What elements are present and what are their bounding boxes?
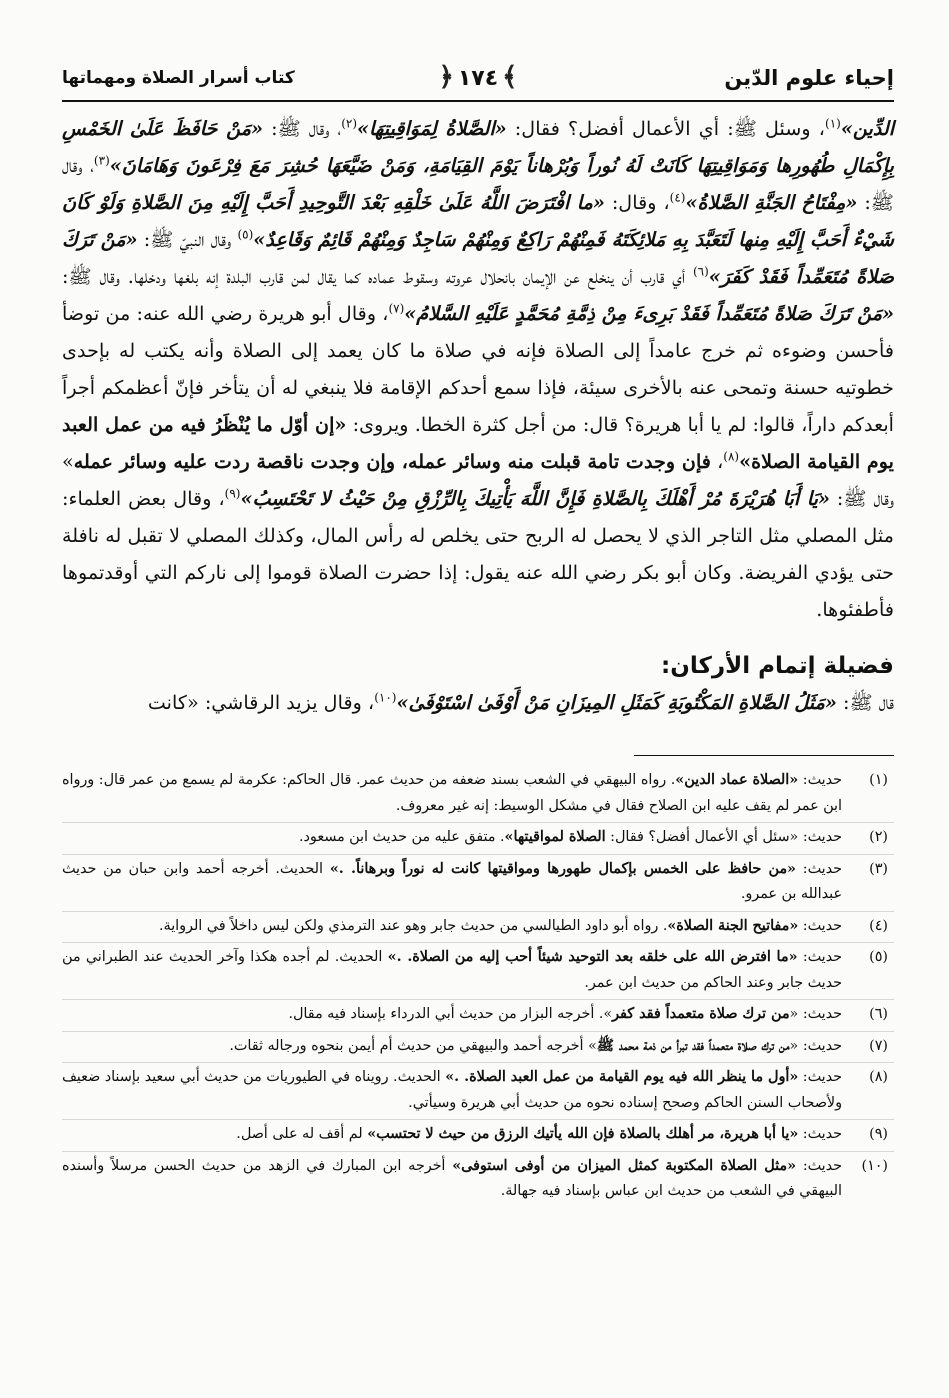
hadith-quote: «الصَّلاةُ لِمَوَاقِيتِهَا»: [357, 117, 507, 140]
paragraph-2: [62, 684, 894, 721]
text-span: » وقال ﷺ:: [61, 450, 895, 510]
text-span: الحديث. لم أجده هكذا وآخر الحديث عند الطبراني من حديث جابر وعند الحاكم من حديث ابن عمر.: [62, 949, 842, 991]
footnote-text: [62, 1065, 842, 1116]
footnote: [62, 823, 894, 855]
footnote: [62, 1063, 894, 1120]
text-span: ، وسئل ﷺ: أي الأعمال أفضل؟ فقال:: [506, 117, 826, 140]
footnote-text: [62, 1122, 842, 1148]
page-header: [62, 62, 894, 102]
footnote-ref[interactable]: (٩): [224, 486, 241, 501]
text-span: حديث:: [798, 772, 842, 788]
footnote-ref[interactable]: (٧): [388, 301, 405, 316]
text-span: ». أخرجه البزار من حديث أبي الدرداء بإسناد فيه مقال.: [288, 1006, 613, 1022]
footnote-number: (١٠): [861, 1157, 888, 1174]
hadith-quote: «يا أبا هريرة، مر أهلك بالصلاة فإن الله يأتيك الرزق من حيث لا تحتسب»: [367, 1126, 799, 1142]
hadith-quote: «يَا أَبَا هُرَيْرَةَ مُرْ أَهْلَكَ بِالصَّلاةِ فَإِنَّ اللَّهَ يَأْتِيكَ بِالرِّزْقِ مِنْ حَيْثُ لا تَحْتَسِبُ»: [240, 487, 830, 510]
footnote-number: (٥): [869, 949, 888, 965]
footnote-ref[interactable]: (١٠): [374, 690, 397, 705]
book-title: إحياء علوم الدّين: [724, 66, 894, 90]
hadith-quote: «مَنْ تَرَكَ صَلاةً مُتَعَمِّداً فَقَدْ كَفَرَ»: [62, 228, 895, 288]
hadith-quote: «مِفْتَاحُ الجَنَّةِ الصَّلاةُ»: [685, 191, 858, 214]
text-span: ، وقال ﷺ:: [62, 154, 894, 214]
text-span: حديث:: [798, 917, 842, 934]
text-span: حديث: «: [789, 1006, 842, 1022]
hadith-quote: من ترك صلاة متعمداً فقد كفر: [612, 1006, 790, 1022]
hadith-quote: «الصلاة عماد الدين»: [675, 772, 799, 788]
footnote-text: [62, 768, 842, 819]
footnote: [62, 1152, 894, 1208]
footnote-number: (٦): [869, 1006, 888, 1022]
footnote-text: [62, 857, 842, 908]
text-span: حديث:: [795, 860, 842, 877]
footnote-number: (٤): [869, 917, 888, 934]
footnote-ref[interactable]: (٤): [669, 190, 686, 205]
hadith-quote: «إن أوّل ما يُنْظَرُ فيه من عمل العبد يوم القيامة الصلاة»: [62, 413, 894, 473]
footnote-number: (٨): [869, 1069, 888, 1085]
text-span: . متفق عليه من حديث ابن مسعود.: [299, 829, 505, 845]
footnote: [62, 943, 894, 1000]
footnote: [62, 912, 894, 944]
hadith-quote: «مَنْ تَرَكَ صَلاةً مُتَعَمِّداً فَقَدْ بَرِىءَ مِنْ ذِمَّةِ مُحَمَّدٍ عَلَيْهِ السَّلامُ»: [404, 302, 894, 325]
page-number-value: ١٧٤: [457, 66, 499, 91]
ornament-left-icon: ﴿: [438, 62, 454, 92]
text-span: أي قارب أن ينخلع عن الإيمان بانحلال عروته وسقوط عماده كما يقال لمن قارب البلدة إنه بلغها ودخلها. وقال ﷺ:: [62, 265, 693, 288]
footnote: [62, 1000, 894, 1032]
footnotes: [62, 766, 894, 1208]
book-page: [62, 62, 894, 1208]
text-span: الحديث. رويناه في الطيوريات من حديث أبي سعيد بإسناد ضعيف ولأصحاب السنن الحاكم وصحح إسناده نحوه من حديث أبي هريرة وسيأتي.: [62, 1069, 842, 1111]
text-span: ،: [710, 450, 724, 473]
text-span: حديث:: [797, 949, 842, 965]
footnote-text: [62, 1002, 842, 1028]
text-span: قال ﷺ:: [836, 691, 894, 714]
text-span: . رواه أبو داود الطيالسي من حديث جابر وهو عند الترمذي ولكن ليس داخلاً في الرواية.: [158, 917, 668, 934]
section-title: فضيلة إتمام الأركان:: [661, 653, 894, 679]
hadith-quote: فإن وجدت تامة قبلت منه وسائر عمله، وإن وجدت ناقصة ردت عليه وسائر عمله: [73, 450, 711, 473]
footnote: [62, 766, 894, 823]
text-span: » أخرجه أحمد والبيهقي من حديث أم أيمن بنحوه ورجاله ثقات.: [229, 1037, 597, 1054]
footnote-ref[interactable]: (٨): [723, 449, 740, 464]
text-span: الحديث. أخرجه أحمد وابن حبان من حديث عبدالله بن عمرو.: [62, 860, 842, 902]
text-span: حديث: «: [789, 1037, 842, 1054]
text-span: أخرجه ابن المبارك في الزهد من حديث الحسن مرسلاً وأسنده البيهقي في الشعب من حديث ابن عباس بإسناد فيه جهالة.: [62, 1157, 842, 1199]
footnote-separator: [634, 755, 894, 756]
header-divider: [62, 100, 894, 102]
footnote-text: [62, 914, 842, 940]
text-span: لم أقف له على أصل.: [236, 1126, 368, 1142]
text-span: حديث:: [796, 1157, 842, 1174]
hadith-quote: الصلاة لمواقيتها»: [504, 829, 606, 845]
footnote-text: [62, 1034, 842, 1060]
text-span: ، وقال:: [604, 191, 670, 214]
text-span: حديث:: [798, 1069, 842, 1085]
hadith-quote: «مفاتيح الجنة الصلاة»: [667, 917, 799, 934]
footnote-ref[interactable]: (٥): [237, 227, 254, 242]
hadith-quote: «مَنْ حَافَظَ عَلَىٰ الخَمْسِ بِإِكْمَالِ طُهُورِها وَمَوَاقِيتِهَا كَانَتْ لَهُ نُوراً وَبُرْهاناً يَوْمَ القِيَامَةِ، وَمَنْ ضَيَّعَهَا حُشِرَ مَعَ فِرْعَونَ وَهَامَانَ»: [62, 117, 894, 177]
footnote-ref[interactable]: (٣): [93, 153, 110, 168]
hadith-quote: «ما افْتَرَضَ اللَّهُ عَلَىٰ خَلْقِهِ بَعْدَ التَّوحِيدِ أَحَبَّ إِلَيْهِ مِنَ الصَّلاةِ وَلَوْ كَانَ شَيْءٌ أَحَبَّ إِلَيْهِ مِنها لَتَعَبَّدَ بِهِ مَلائِكَتَهُ فَمِنْهُمْ رَاكِعٌ وَمِنْهُمْ سَاجِدٌ وَمِنْهُمْ قَائِمٌ وَقَاعِدٌ»: [62, 191, 894, 251]
footnote-text: [62, 945, 842, 996]
hadith-quote: من ترك صلاة متعمداً فقد تبرأ من ذمة محمد ﷺ: [596, 1037, 790, 1054]
footnote: [62, 1120, 894, 1152]
text-span: ، وقال يزيد الرقاشي: «كانت: [147, 691, 375, 714]
footnote-ref[interactable]: (١): [825, 116, 841, 131]
main-text: [62, 110, 894, 721]
text-span: الدِّين»: [840, 117, 895, 140]
text-span: ، وقال بعض العلماء: مثل المصلي مثل التاجر الذي لا يحصل له الربح حتى يخلص له رأس المال، وكذلك المصلي لا تقبل له نافلة حتى يؤدي الفريضة. وكان أبو بكر رضي الله عنه يقول: إذا حضرت الصلاة قوموا إلى ناركم التي أوقدتموها فأطفئوها.: [62, 487, 894, 621]
footnote-number: (٣): [869, 860, 888, 877]
footnote-text: [62, 825, 842, 851]
footnote-ref[interactable]: (٦): [692, 264, 709, 279]
text-span: ، وقال أبو هريرة رضي الله عنه: من توضأ فأحسن وضوءه ثم خرج عامداً إلى الصلاة فإنه في صلاة ما كان يعمد إلى الصلاة وأنه يكتب له بإحدى خطوتيه حسنة وتمحى عنه بالأخرى سيئة، فإذا سمع أحدكم الإقامة فلا ينبغي له أن يتأخر فإنّ أعظمكم أجراً أبعدكم داراً، قالوا: لم يا أبا هريرة؟ قال: من أجل كثرة الخطا. ويروى:: [62, 302, 895, 436]
text-span: حديث:: [798, 1126, 842, 1142]
footnote-ref[interactable]: (٢): [341, 116, 358, 131]
text-span: وقال النبيّ ﷺ:: [137, 228, 238, 251]
hadith-quote: «أول ما ينظر الله فيه يوم القيامة من عمل العبد الصلاة. .»: [445, 1069, 799, 1085]
footnote-number: (٧): [869, 1037, 888, 1054]
hadith-quote: «مَثَلُ الصَّلاةِ المَكْتُوبَةِ كَمَثَلِ المِيزَانِ مَنْ أَوْفَىٰ اسْتَوْفَىٰ»: [396, 691, 837, 714]
footnote-number: (٩): [869, 1126, 888, 1142]
text-span: حديث: «سئل أي الأعمال أفضل؟ فقال:: [605, 829, 842, 845]
hadith-quote: «من حافظ على الخمس بإكمال طهورها ومواقيتها كانت له نوراً وبرهاناً. .»: [329, 860, 796, 877]
footnote-text: [62, 1154, 842, 1205]
text-span: . رواه البيهقي في الشعب بسند ضعفه من حديث عمر. قال الحاكم: عكرمة لم يسمع من عمر قال: ورواه ابن عمر لم يقف عليه ابن الصلاح فقال في مشكل الوسيط: إنه غير معروف.: [62, 772, 842, 814]
ornament-right-icon: ﴾: [502, 62, 518, 92]
page-number: [435, 62, 522, 92]
footnote: [62, 855, 894, 912]
footnote-number: (٢): [869, 829, 888, 845]
hadith-quote: «ما افترض الله على خلقه بعد التوحيد شيئاً أحب إليه من الصلاة. .»: [387, 949, 798, 965]
footnote: [62, 1032, 894, 1064]
text-span: ، وقال ﷺ:: [263, 117, 342, 140]
chapter-title: كتاب أسرار الصلاة ومهماتها: [62, 68, 295, 88]
hadith-quote: «مثل الصلاة المكتوبة كمثل الميزان من أوفى استوفى»: [452, 1157, 797, 1174]
paragraph-1: [62, 110, 894, 628]
footnote-number: (١): [869, 772, 888, 788]
